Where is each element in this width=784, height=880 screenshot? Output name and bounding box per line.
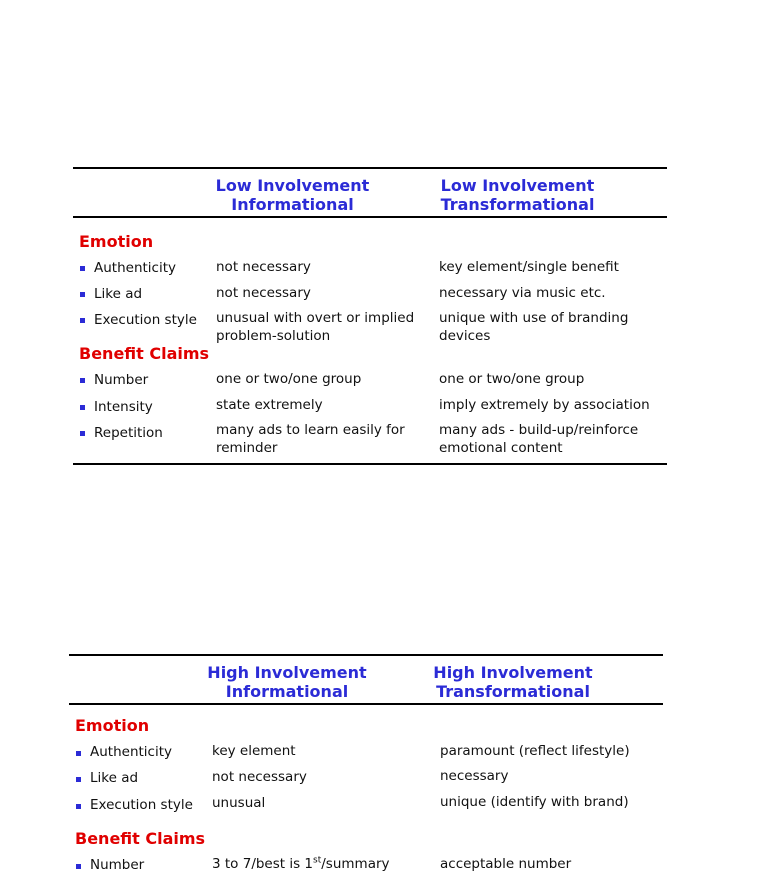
row-label-number: Number (94, 372, 149, 388)
cell-transformational: key element/single benefit (439, 259, 619, 275)
cell-informational: key element (212, 743, 296, 759)
bullet-icon (76, 777, 81, 782)
cell-transformational: necessary via music etc. (439, 285, 606, 301)
number-text-pre: 3 to 7/best is 1 (212, 856, 314, 872)
section-title-emotion: Emotion (75, 716, 150, 735)
cell-informational: unusual (212, 795, 266, 811)
bullet-icon (76, 864, 81, 869)
cell-informational: unusual with overt or implied problem-solution (216, 310, 415, 344)
row-label-authenticity: Authenticity (94, 260, 177, 276)
cell-transformational: paramount (reflect lifestyle) (440, 743, 630, 759)
cell-transformational: one or two/one group (439, 371, 585, 387)
section-title-benefit-claims: Benefit Claims (75, 829, 206, 848)
cell-informational: not necessary (212, 769, 307, 785)
bullet-icon (76, 804, 81, 809)
cell-informational: not necessary (216, 285, 311, 301)
ordinal-superscript: st (313, 855, 322, 866)
cell-transformational: imply extremely by association (439, 397, 650, 413)
header-low-informational: Low Involvement Informational (215, 176, 370, 214)
top-rule (69, 654, 663, 656)
bullet-icon (76, 751, 81, 756)
header-rule (69, 703, 663, 705)
header-high-informational: High Involvement Informational (207, 663, 367, 701)
row-label-like-ad: Like ad (90, 770, 139, 786)
cell-informational: not necessary (216, 259, 311, 275)
row-label-number: Number (90, 857, 145, 873)
cell-informational: one or two/one group (216, 371, 362, 387)
cell-transformational: unique (identify with brand) (440, 794, 629, 810)
row-label-authenticity: Authenticity (90, 744, 173, 760)
cell-transformational: unique with use of branding devices (439, 310, 629, 344)
section-title-emotion: Emotion (79, 232, 154, 251)
row-label-repetition: Repetition (94, 425, 163, 441)
row-label-like-ad: Like ad (94, 286, 143, 302)
cell-transformational: necessary (440, 768, 509, 784)
cell-informational: state extremely (216, 397, 323, 413)
header-high-transformational: High Involvement Transformational (433, 663, 593, 701)
section-title-benefit-claims: Benefit Claims (79, 344, 210, 363)
header-low-transformational: Low Involvement Transformational (440, 176, 595, 214)
number-text-post: /summary (321, 856, 390, 872)
cell-transformational: acceptable number (440, 856, 572, 872)
cell-informational (212, 855, 432, 873)
cell-informational: many ads to learn easily for reminder (216, 422, 405, 456)
row-label-execution-style: Execution style (94, 312, 197, 328)
row-label-execution-style: Execution style (90, 797, 193, 813)
row-label-intensity: Intensity (94, 399, 153, 415)
cell-transformational: many ads - build-up/reinforce emotional content (439, 422, 639, 456)
